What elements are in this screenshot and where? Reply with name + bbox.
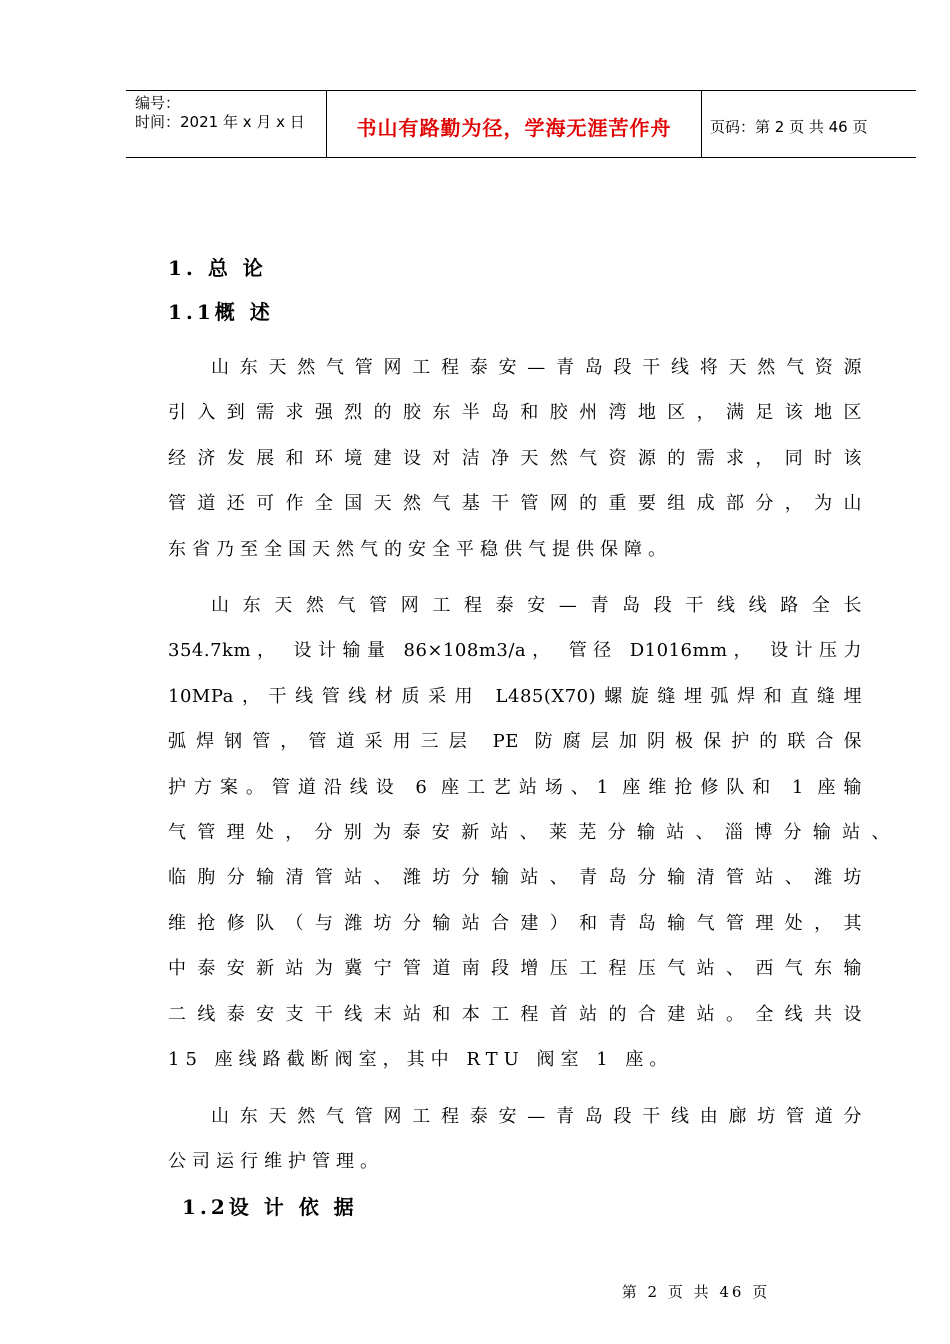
paragraph-line: 管道还可作全国天然气基干管网的重要组成部分，为山 — [168, 493, 862, 515]
paragraph-line: 公司运行维护管理。 — [168, 1151, 384, 1173]
paragraph-line: 山东天然气管网工程泰安—青岛段干线将天然气资源 — [211, 357, 862, 378]
paragraph-line: 临朐分输清管站、潍坊分输站、青岛分输清管站、潍坊 — [168, 867, 862, 889]
paragraph-line: 二线泰安支干线末站和本工程首站的合建站。全线共设 — [168, 1003, 862, 1025]
paragraph-line: 10MPa，干线管线材质采用 L485(X70)螺旋缝埋弧焊和直缝埋 — [168, 685, 862, 707]
paragraph-line: 维抢修队（与潍坊分输站合建）和青岛输气管理处，其 — [168, 912, 862, 934]
paragraph-overview-3 — [168, 1094, 862, 1185]
paragraph-line: 山东天然气管网工程泰安—青岛段干线由廊坊管道分 — [211, 1106, 862, 1127]
page-footer: 第 2 页 共 46 页 — [621, 1283, 771, 1301]
section-heading-1-2: 1.2设 计 依 据 — [182, 1195, 358, 1219]
header-divider-right — [701, 90, 702, 157]
paragraph-line: 东省乃至全国天然气的安全平稳供气提供保障。 — [168, 538, 672, 560]
paragraph-line: 15 座线路截断阀室，其中 RTU 阀室 1 座。 — [168, 1048, 674, 1070]
paragraph-line: 气管理处，分别为泰安新站、莱芜分输站、淄博分输站、 — [168, 821, 890, 843]
paragraph-line: 弧焊钢管，管道采用三层 PE 防腐层加阴极保护的联合保 — [168, 731, 862, 753]
section-heading-1-1: 1.1概 述 — [168, 300, 274, 324]
paragraph-line: 354.7km， 设计输量 86×108m3/a， 管径 D1016mm， 设计压力 — [168, 640, 862, 662]
header-bottom-rule — [126, 157, 916, 158]
paragraph-line: 护方案。管道沿线设 6 座工艺站场、1 座维抢修队和 1 座输 — [168, 776, 862, 798]
paragraph-line: 经济发展和环境建设对洁净天然气资源的需求，同时该 — [168, 447, 862, 469]
paragraph-line: 中泰安新站为冀宁管道南段增压工程压气站、西气东输 — [168, 958, 862, 980]
paragraph-overview-2 — [168, 583, 890, 1082]
paragraph-line: 山东天然气管网工程泰安—青岛段干线线路全长 — [211, 595, 862, 616]
header-page-info: 页码：第 2 页 共 46 页 — [710, 118, 868, 136]
header-motto: 书山有路勤为径，学海无涯苦作舟 — [356, 116, 672, 140]
document-number-label: 编号： — [135, 94, 181, 112]
document-date: 时间：2021 年 x 月 x 日 — [135, 113, 305, 131]
paragraph-line: 引入到需求强烈的胶东半岛和胶州湾地区，满足该地区 — [168, 402, 862, 424]
section-heading-1: 1. 总 论 — [168, 256, 267, 280]
header-top-rule — [126, 90, 916, 91]
paragraph-overview-1 — [168, 345, 862, 572]
